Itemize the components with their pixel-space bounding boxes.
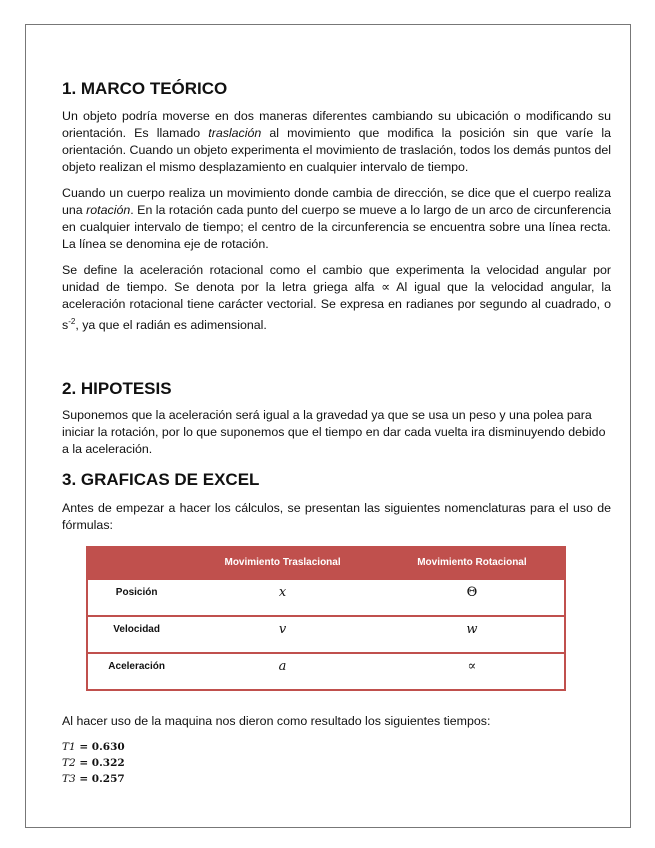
table-header-cell: Movimiento Rotacional: [380, 546, 565, 579]
paragraph: Cuando un cuerpo realiza un movimiento donde cambia de dirección, se dice que el cuerpo realiza una rotación. En la rotación cada punto del cuerpo se mueve a lo largo de un arco de circunferencia en cualquier intervalo de tiempo; el centro de la circunferencia se encuentra sobre una línea recta. La línea se denomina eje de rotación.: [62, 186, 611, 251]
table-row: [87, 616, 565, 653]
time-equation: T2 = 0.322: [62, 757, 125, 770]
nomenclature-table: [86, 546, 566, 691]
table-header-cell: [87, 546, 185, 579]
table-cell: Θ: [380, 579, 565, 616]
row-label: Aceleración: [87, 653, 185, 690]
table-cell: ∝: [380, 653, 565, 690]
table-header-row: [87, 546, 565, 579]
paragraph: Suponemos que la aceleración será igual a la gravedad ya que se usa un peso y una polea para iniciar la rotación, por lo que suponemos que el tiempo en dar cada vuelta ira disminuyendo debido a la aceleración.: [62, 408, 606, 457]
document-body: [62, 80, 611, 787]
section-heading-graficas: 3. GRAFICAS DE EXCEL: [62, 470, 260, 490]
time-results: [62, 739, 611, 787]
paragraph: Al hacer uso de la maquina nos dieron como resultado los siguientes tiempos:: [62, 714, 491, 729]
table-header-cell: Movimiento Traslacional: [185, 546, 380, 579]
table-cell: x: [185, 579, 380, 616]
time-equation: T1 = 0.630: [62, 741, 125, 754]
table-cell: v: [185, 616, 380, 653]
time-equation: T3 = 0.257: [62, 773, 125, 786]
table-cell: a: [185, 653, 380, 690]
table-row: [87, 579, 565, 616]
row-label: Posición: [87, 579, 185, 616]
section-heading-marco-teorico: 1. MARCO TEÓRICO: [62, 79, 228, 98]
table-cell: w: [380, 616, 565, 653]
table-row: [87, 653, 565, 690]
paragraph: Un objeto podría moverse en dos maneras diferentes cambiando su ubicación o modificando su orientación. Es llamado traslación al movimiento que modifica la posición sin que varíe la orientación. Cuando un objeto experimenta el movimiento de traslación, todos los demás puntos del objeto realizan el mismo desplazamiento en cualquier intervalo de tiempo.: [62, 109, 611, 174]
paragraph: Se define la aceleración rotacional como el cambio que experimenta la velocidad angular por unidad de tiempo. Se denota por la letra griega alfa ∝ Al igual que la velocidad angular, la aceleración rotacional tiene carácter vectorial. Se expresa en radianes por segundo al cuadrado, o $s^{-2}$, ya que el radián es adimensional.: [62, 263, 611, 333]
paragraph: Antes de empezar a hacer los cálculos, se presentan las siguientes nomenclaturas para el uso de fórmulas:: [62, 501, 611, 533]
row-label: Velocidad: [87, 616, 185, 653]
section-heading-hipotesis: 2. HIPOTESIS: [62, 379, 172, 399]
